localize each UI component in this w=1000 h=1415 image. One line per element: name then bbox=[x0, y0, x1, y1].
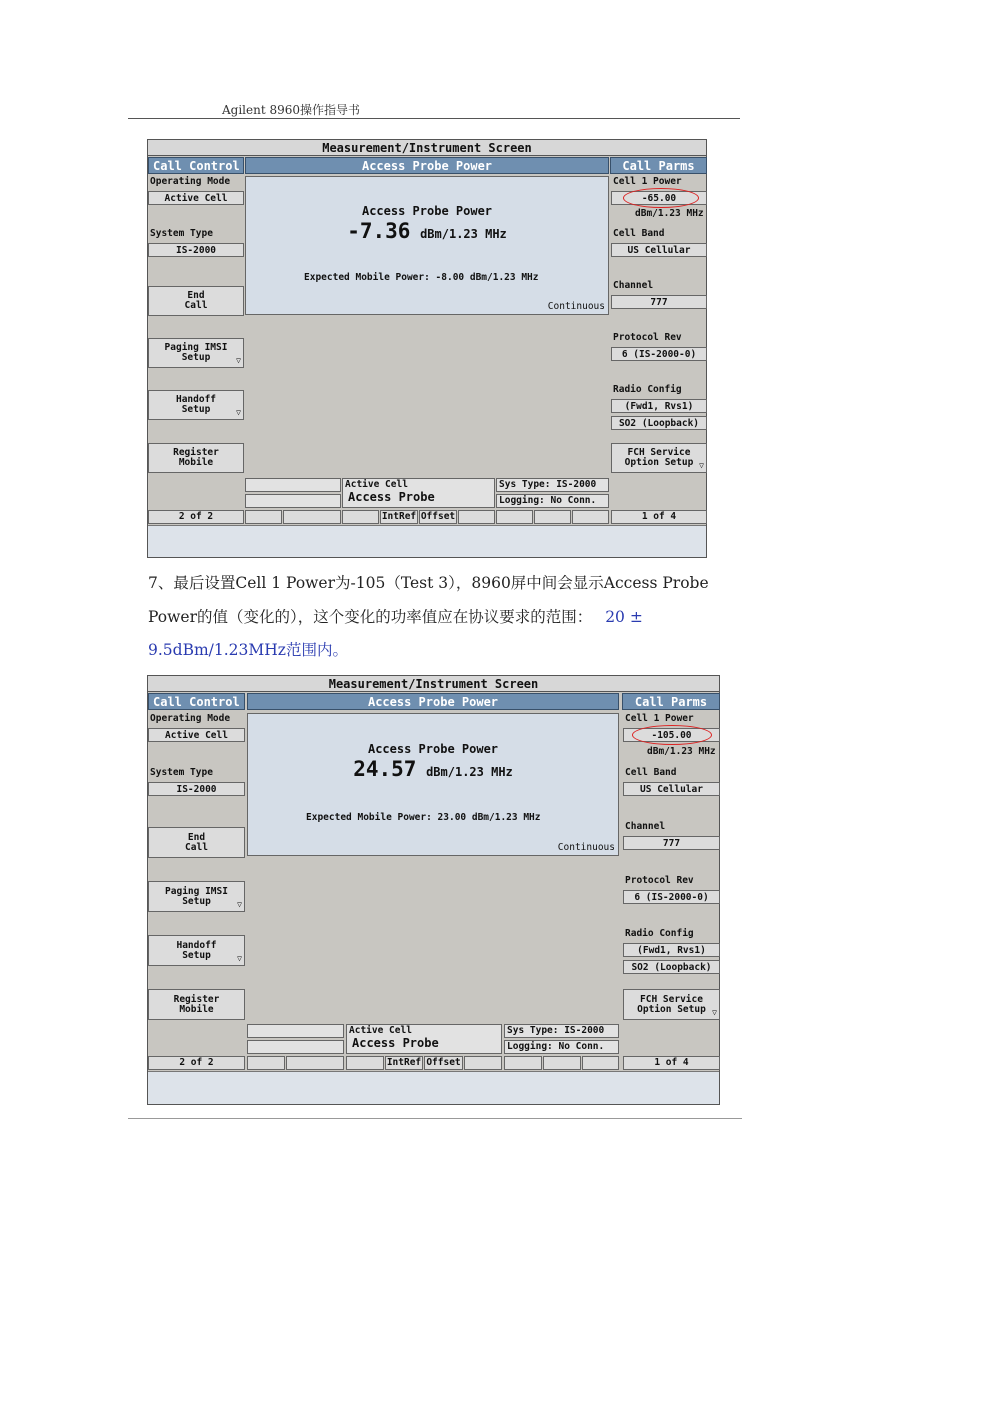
paragraph-line-1: 7、最后设置Cell 1 Power为-105（Test 3），8960屏中间会显示Access Probe bbox=[148, 574, 709, 592]
offset-indicator: Offset bbox=[420, 511, 456, 522]
status-blank-1 bbox=[247, 1024, 344, 1038]
highlight-circle bbox=[632, 725, 712, 745]
status-blank-2 bbox=[247, 1040, 344, 1054]
measurement-unit: dBm/1.23 MHz bbox=[420, 227, 507, 241]
submenu-triangle-icon: ▽ bbox=[712, 1008, 717, 1017]
end-call-line1: End bbox=[187, 290, 205, 301]
left-page-indicator: 2 of 2 bbox=[148, 510, 244, 524]
status-active-cell: Active Cell bbox=[345, 479, 408, 490]
operating-mode-label: Operating Mode bbox=[150, 713, 231, 724]
protocol-rev-label: Protocol Rev bbox=[613, 332, 682, 343]
register-line2: Mobile bbox=[179, 1003, 214, 1015]
status-active-cell-box bbox=[346, 1024, 502, 1054]
system-type-label: System Type bbox=[150, 767, 213, 778]
call-control-header: Call Control bbox=[148, 693, 245, 710]
footer-rule bbox=[128, 1118, 742, 1119]
measurement-readout bbox=[248, 757, 618, 781]
handoff-line1: Handoff bbox=[175, 394, 217, 405]
fch-line1: FCH Service bbox=[640, 993, 703, 1005]
bottom-cell-7 bbox=[496, 510, 533, 524]
cell-power-label: Cell 1 Power bbox=[613, 176, 682, 187]
page-header: Agilent 8960操作指导书 bbox=[222, 103, 361, 117]
cell-power-unit: dBm/1.23 MHz bbox=[635, 208, 704, 219]
measurement-value: 24.57 bbox=[353, 757, 417, 781]
system-type-label: System Type bbox=[150, 228, 213, 239]
register-mobile-button[interactable] bbox=[148, 443, 244, 473]
screen-title: Measurement/Instrument Screen bbox=[148, 140, 706, 156]
bottom-strip bbox=[148, 1071, 719, 1104]
bottom-cell-7 bbox=[504, 1056, 542, 1070]
paragraph-line-3: 9.5dBm/1.23MHz范围内。 bbox=[148, 641, 348, 659]
left-page-indicator: 2 of 2 bbox=[148, 1056, 245, 1070]
status-logging: Logging: No Conn. bbox=[496, 494, 609, 508]
end-call-button[interactable] bbox=[148, 286, 244, 316]
cell-band-label: Cell Band bbox=[625, 767, 677, 778]
protocol-rev-value[interactable]: 6 (IS-2000-0) bbox=[611, 347, 707, 361]
bottom-cell-8 bbox=[534, 510, 571, 524]
operating-mode-value[interactable]: Active Cell bbox=[148, 728, 245, 742]
submenu-triangle-icon: ▽ bbox=[236, 408, 241, 417]
channel-label: Channel bbox=[625, 821, 666, 832]
expected-mobile-power: Expected Mobile Power: -8.00 dBm/1.23 MHz bbox=[304, 272, 539, 283]
instrument-screen-2 bbox=[147, 675, 720, 1105]
measurement-header: Access Probe Power bbox=[247, 693, 619, 710]
status-sys-type: Sys Type: IS-2000 bbox=[504, 1024, 619, 1038]
bottom-cell-8 bbox=[543, 1056, 581, 1070]
paging-imsi-setup-button[interactable] bbox=[148, 338, 244, 368]
right-page-indicator: 1 of 4 bbox=[611, 510, 707, 524]
bottom-cell-3 bbox=[342, 510, 379, 524]
call-parms-header: Call Parms bbox=[610, 157, 707, 174]
measurement-title: Access Probe Power bbox=[361, 204, 493, 218]
cell-band-value[interactable]: US Cellular bbox=[611, 243, 707, 257]
radio-config-label: Radio Config bbox=[625, 928, 694, 939]
protocol-rev-label: Protocol Rev bbox=[625, 875, 694, 886]
service-option-value[interactable]: SO2 (Loopback) bbox=[611, 416, 707, 430]
bottom-cell-1 bbox=[247, 1056, 285, 1070]
register-line2: Mobile bbox=[178, 457, 214, 468]
system-type-value[interactable]: IS-2000 bbox=[148, 243, 244, 257]
measurement-value: -7.36 bbox=[347, 219, 411, 243]
register-line1: Register bbox=[173, 993, 220, 1005]
operating-mode-value[interactable]: Active Cell bbox=[148, 191, 244, 205]
measurement-unit: dBm/1.23 MHz bbox=[426, 765, 513, 779]
channel-value[interactable]: 777 bbox=[611, 295, 707, 309]
fch-line2: Option Setup bbox=[624, 457, 694, 468]
expected-mobile-power: Expected Mobile Power: 23.00 dBm/1.23 MHz bbox=[306, 812, 541, 823]
handoff-setup-button[interactable] bbox=[148, 390, 244, 420]
end-call-line2: Call bbox=[184, 300, 208, 311]
cell-band-value[interactable]: US Cellular bbox=[623, 782, 720, 796]
offset-indicator: Offset bbox=[424, 1056, 463, 1070]
bottom-cell-2 bbox=[286, 1056, 344, 1070]
bottom-cell-6 bbox=[464, 1056, 502, 1070]
cell-band-label: Cell Band bbox=[613, 228, 665, 239]
paging-imsi-setup-button[interactable] bbox=[148, 881, 245, 912]
protocol-rev-value[interactable]: 6 (IS-2000-0) bbox=[623, 890, 720, 904]
paging-line1: Paging IMSI bbox=[165, 885, 228, 897]
measurement-title: Access Probe Power bbox=[367, 742, 499, 756]
cell-power-value[interactable]: -105.00 bbox=[623, 728, 720, 742]
register-mobile-button[interactable] bbox=[148, 989, 245, 1020]
system-type-value[interactable]: IS-2000 bbox=[148, 782, 245, 796]
trigger-mode[interactable]: Continuous bbox=[557, 842, 615, 853]
submenu-triangle-icon: ▽ bbox=[699, 461, 704, 470]
status-logging: Logging: No Conn. bbox=[504, 1040, 619, 1054]
header-rule bbox=[128, 118, 740, 119]
paragraph-line-2-text: Power的值（变化的），这个变化的功率值应在协议要求的范围： bbox=[148, 608, 593, 626]
status-blank-2 bbox=[245, 494, 341, 508]
measurement-panel bbox=[245, 176, 609, 315]
bottom-cell-9 bbox=[572, 510, 609, 524]
bottom-cell-9 bbox=[582, 1056, 619, 1070]
status-active-cell-box bbox=[342, 478, 495, 508]
cell-power-unit: dBm/1.23 MHz bbox=[647, 746, 716, 757]
handoff-line2: Setup bbox=[181, 404, 211, 415]
paragraph-line-2-range: 20 ± bbox=[605, 608, 643, 626]
status-access-probe: Access Probe bbox=[352, 1036, 439, 1050]
service-option-value[interactable]: SO2 (Loopback) bbox=[623, 960, 720, 974]
register-line1: Register bbox=[173, 447, 219, 458]
fch-line2: Option Setup bbox=[637, 1003, 706, 1015]
operating-mode-label: Operating Mode bbox=[150, 176, 231, 187]
bottom-cell-3 bbox=[346, 1056, 384, 1070]
fch-service-option-setup-button[interactable] bbox=[623, 989, 720, 1020]
fch-service-option-setup-button[interactable] bbox=[611, 443, 707, 473]
submenu-triangle-icon: ▽ bbox=[237, 900, 242, 909]
bottom-strip bbox=[148, 525, 706, 557]
bottom-cell-1 bbox=[245, 510, 282, 524]
status-active-cell: Active Cell bbox=[349, 1025, 412, 1036]
trigger-mode[interactable]: Continuous bbox=[547, 301, 605, 312]
intref-indicator: IntRef bbox=[386, 1057, 422, 1068]
measurement-readout bbox=[246, 219, 608, 243]
channel-value[interactable]: 777 bbox=[623, 836, 720, 850]
handoff-setup-button[interactable] bbox=[148, 935, 245, 966]
radio-config-label: Radio Config bbox=[613, 384, 682, 395]
end-call-line2: Call bbox=[185, 841, 208, 853]
highlight-circle bbox=[623, 188, 699, 208]
end-call-button[interactable] bbox=[148, 827, 245, 858]
measurement-panel bbox=[247, 713, 619, 856]
call-control-header: Call Control bbox=[148, 157, 244, 174]
intref-indicator: IntRef bbox=[381, 511, 417, 522]
cell-power-value[interactable]: -65.00 bbox=[611, 191, 707, 205]
end-call-line1: End bbox=[187, 831, 206, 843]
paging-line1: Paging IMSI bbox=[164, 342, 228, 353]
paging-line2: Setup bbox=[181, 352, 211, 363]
submenu-triangle-icon: ▽ bbox=[237, 954, 242, 963]
paging-line2: Setup bbox=[182, 895, 211, 907]
radio-config-value[interactable]: (Fwd1, Rvs1) bbox=[623, 943, 720, 957]
right-page-indicator: 1 of 4 bbox=[623, 1056, 720, 1070]
bottom-cell-2 bbox=[283, 510, 341, 524]
call-parms-header: Call Parms bbox=[622, 693, 720, 710]
screen-title: Measurement/Instrument Screen bbox=[148, 676, 719, 692]
fch-line1: FCH Service bbox=[627, 447, 691, 458]
status-blank-1 bbox=[245, 478, 341, 492]
paragraph-line-2 bbox=[148, 605, 643, 627]
measurement-header: Access Probe Power bbox=[245, 157, 609, 174]
handoff-line2: Setup bbox=[182, 949, 211, 961]
instrument-screen-1 bbox=[147, 139, 707, 558]
channel-label: Channel bbox=[613, 280, 654, 291]
status-sys-type: Sys Type: IS-2000 bbox=[496, 478, 609, 492]
bottom-cell-6 bbox=[458, 510, 495, 524]
handoff-line1: Handoff bbox=[176, 939, 217, 951]
status-access-probe: Access Probe bbox=[348, 490, 435, 504]
radio-config-value[interactable]: (Fwd1, Rvs1) bbox=[611, 399, 707, 413]
cell-power-label: Cell 1 Power bbox=[625, 713, 694, 724]
submenu-triangle-icon: ▽ bbox=[236, 356, 241, 365]
